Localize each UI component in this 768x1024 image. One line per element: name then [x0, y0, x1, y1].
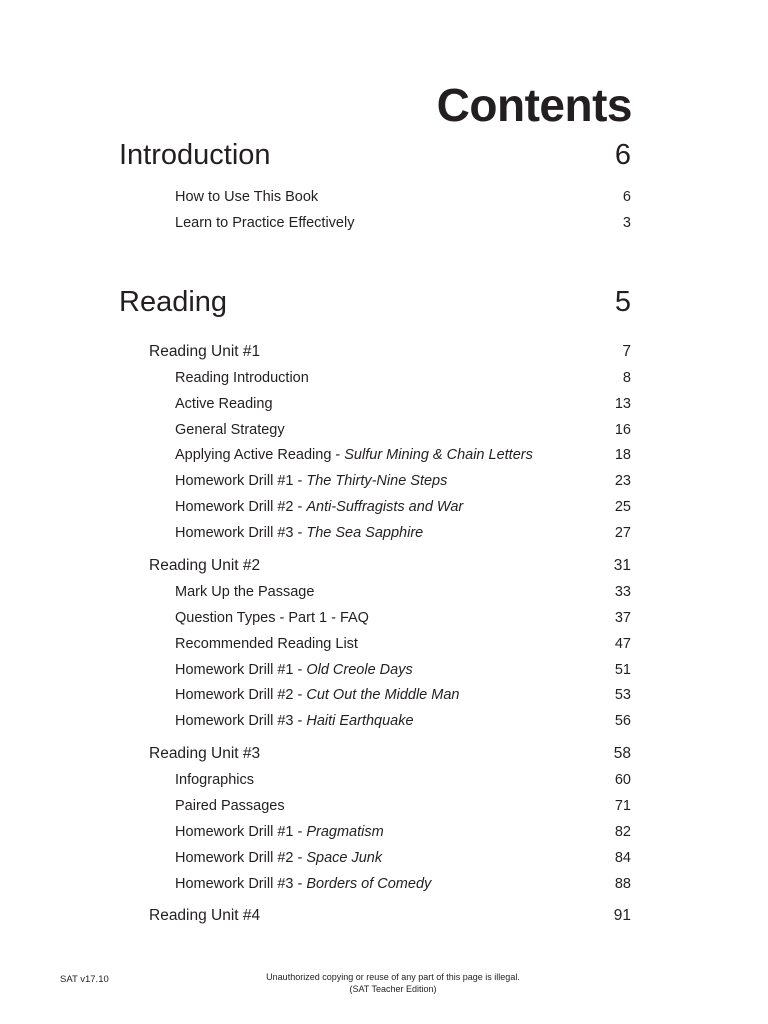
reading-unit-1[interactable] — [0, 342, 768, 368]
toc-entry-label: Recommended Reading List — [175, 636, 358, 652]
section-label: Reading — [119, 286, 228, 318]
toc-entry-label: Homework Drill #1 - Old Creole Days — [175, 662, 413, 678]
reading-unit-3[interactable] — [0, 744, 768, 770]
section-page-number: 6 — [614, 139, 631, 171]
toc-entry-page: 8 — [622, 370, 631, 386]
toc-entry-subtitle: Haiti Earthquake — [306, 713, 414, 729]
footer-edition: (SAT Teacher Edition) — [349, 984, 437, 994]
toc-entry-label: Homework Drill #1 - The Thirty-Nine Steps — [175, 473, 448, 489]
toc-entry-subtitle: The Sea Sapphire — [306, 525, 424, 541]
toc-entry-label: Homework Drill #1 - Pragmatism — [175, 824, 384, 840]
toc-entry-label: Infographics — [175, 772, 254, 788]
unit-page: 91 — [613, 907, 631, 924]
toc-entry[interactable] — [0, 848, 768, 874]
section-reading[interactable] — [0, 285, 768, 318]
unit-page: 31 — [613, 557, 631, 574]
toc-entry[interactable] — [0, 582, 768, 608]
reading-unit-4[interactable] — [0, 906, 768, 932]
toc-entry[interactable] — [0, 874, 768, 900]
toc-entry-label: Active Reading — [175, 396, 273, 412]
footer-notice — [0, 971, 768, 995]
toc-entry-label: Paired Passages — [175, 798, 285, 814]
section-label: Introduction — [119, 139, 271, 171]
toc-entry[interactable] — [0, 660, 768, 686]
toc-entry-page: 88 — [614, 876, 631, 892]
toc-entry-page: 6 — [622, 189, 631, 205]
toc-entry-page: 56 — [614, 713, 631, 729]
toc-entry[interactable] — [0, 523, 768, 549]
toc-entry[interactable] — [0, 497, 768, 523]
page-title: Contents — [436, 79, 632, 131]
toc-entry-page: 51 — [614, 662, 631, 678]
toc-entry-label: Homework Drill #3 - Haiti Earthquake — [175, 713, 414, 729]
toc-entry-label: Homework Drill #2 - Anti-Suffragists and War — [175, 499, 464, 515]
toc-entry-subtitle: Space Junk — [306, 850, 383, 866]
toc-entry-subtitle: Anti-Suffragists and War — [306, 499, 464, 515]
footer-version: SAT v17.10 — [60, 974, 109, 985]
toc-entry-label: Homework Drill #3 - Borders of Comedy — [175, 876, 432, 892]
toc-entry-subtitle: Borders of Comedy — [306, 876, 432, 892]
toc-entry-page: 71 — [614, 798, 631, 814]
toc-entry-page: 18 — [614, 447, 631, 463]
toc-entry-page: 3 — [622, 215, 631, 231]
toc-entry-page: 84 — [614, 850, 631, 866]
toc-entry-subtitle: Sulfur Mining & Chain Letters — [344, 447, 533, 463]
toc-entry[interactable] — [0, 608, 768, 634]
toc-entry-page: 27 — [614, 525, 631, 541]
toc-entry[interactable] — [0, 634, 768, 660]
toc-entry-page: 23 — [614, 473, 631, 489]
toc-entry-page: 60 — [614, 772, 631, 788]
toc-entry[interactable] — [0, 445, 768, 471]
section-introduction[interactable] — [0, 138, 768, 171]
toc-entry-label: Applying Active Reading - Sulfur Mining & Chain Letters — [175, 447, 533, 463]
toc-entry[interactable] — [0, 471, 768, 497]
toc-entry-page: 25 — [614, 499, 631, 515]
toc-entry[interactable] — [0, 187, 768, 213]
toc-entry-label: Question Types - Part 1 - FAQ — [175, 610, 369, 626]
toc-entry[interactable] — [0, 420, 768, 446]
toc-entry-page: 37 — [614, 610, 631, 626]
toc-entry-page: 13 — [614, 396, 631, 412]
toc-entry-label: Homework Drill #2 - Cut Out the Middle Man — [175, 687, 460, 703]
toc-entry[interactable] — [0, 685, 768, 711]
unit-label: Reading Unit #1 — [149, 343, 261, 360]
toc-entry-subtitle: The Thirty-Nine Steps — [306, 473, 448, 489]
toc-entry[interactable] — [0, 394, 768, 420]
unit-page: 58 — [613, 745, 631, 762]
toc-entry-label: Mark Up the Passage — [175, 584, 315, 600]
toc-entry-subtitle: Cut Out the Middle Man — [306, 687, 460, 703]
footer-notice-text: Unauthorized copying or reuse of any part of this page is illegal. — [266, 972, 520, 982]
section-page-number: 5 — [614, 286, 631, 318]
unit-label: Reading Unit #4 — [149, 907, 261, 924]
toc-entry-label: General Strategy — [175, 422, 285, 438]
reading-unit-2[interactable] — [0, 556, 768, 582]
toc-entry-page: 16 — [614, 422, 631, 438]
unit-label: Reading Unit #2 — [149, 557, 261, 574]
toc-entry-label: Homework Drill #3 - The Sea Sapphire — [175, 525, 424, 541]
unit-page: 7 — [622, 343, 631, 360]
toc-entry[interactable] — [0, 213, 768, 239]
toc-entry-label: Homework Drill #2 - Space Junk — [175, 850, 383, 866]
toc-entry-page: 53 — [614, 687, 631, 703]
toc-entry-label: How to Use This Book — [175, 189, 319, 205]
toc-entry[interactable] — [0, 711, 768, 737]
toc-entry-subtitle: Pragmatism — [306, 824, 384, 840]
toc-entry-label: Learn to Practice Effectively — [175, 215, 355, 231]
toc-entry-page: 47 — [614, 636, 631, 652]
toc-entry-subtitle: Old Creole Days — [306, 662, 413, 678]
toc-entry[interactable] — [0, 822, 768, 848]
toc-entry[interactable] — [0, 796, 768, 822]
toc-entry-label: Reading Introduction — [175, 370, 309, 386]
toc-entry[interactable] — [0, 770, 768, 796]
toc-entry-page: 82 — [614, 824, 631, 840]
unit-label: Reading Unit #3 — [149, 745, 261, 762]
toc-entry[interactable] — [0, 368, 768, 394]
toc-entry-page: 33 — [614, 584, 631, 600]
